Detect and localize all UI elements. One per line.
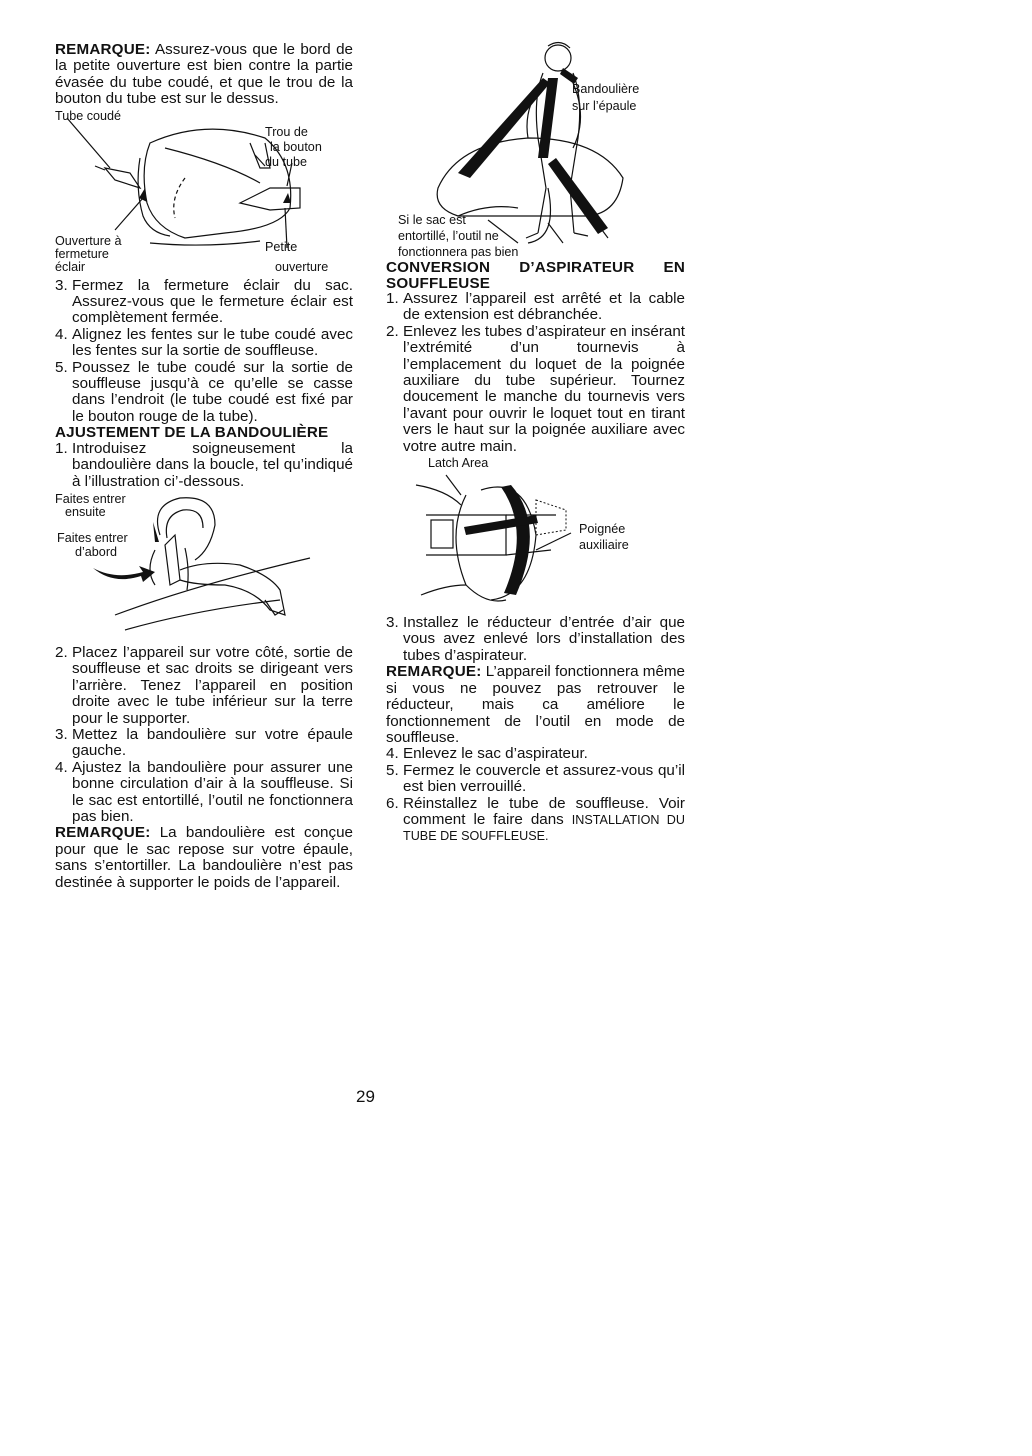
figure-person-strap (398, 38, 688, 260)
label-trou-2: la bouton (270, 139, 322, 154)
label-sac-3: fonctionnera pas bien (398, 245, 519, 259)
note-text: La bandoulière est conçue pour que le sac repose sur votre épaule, sans s’entortiller. La bandoulière n’est pas destinée à supporter le poids de l’appareil. (55, 824, 353, 891)
left-column (55, 42, 353, 891)
note-remarque-bord (55, 42, 353, 108)
cross-reference: INSTALLATION DU TUBE DE SOUFFLEUSE. (403, 812, 685, 844)
label-bandouliere-1: Bandoulière (572, 82, 640, 96)
label-bandouliere-2: sur l’épaule (572, 99, 637, 113)
label-sac-2: entortillé, l’outil ne (398, 229, 499, 243)
label-ouverture-2: fermeture (55, 246, 109, 261)
figure-buckle (55, 490, 353, 645)
step-d6: 6. Réinstallez le tube de souffleuse. Voir comment le faire dans INSTALLATION DU TUBE DE SOUFFLEUSE. (386, 794, 685, 844)
steps-list-c (386, 291, 685, 455)
label-ouverture-3: éclair (55, 259, 86, 274)
label-abord-1: Faites entrer (57, 531, 128, 545)
step-c1: 1. Assurez l’appareil est arrêté et la cable de extension est débranchée. (386, 290, 685, 324)
figure-latch (386, 455, 685, 615)
heading-conversion (386, 260, 685, 291)
step-c3: 3. Installez le réducteur d’entrée d’air que vous avez enlevé lors d’installation des tubes d’aspirateur. (386, 614, 685, 664)
label-trou-1: Trou de (265, 124, 308, 139)
label-petite-1: Petite (265, 239, 298, 254)
step-d5: 5. Fermez le couvercle et assurez-vous qu’il est bien verrouillé. (386, 761, 685, 796)
steps-list-c3 (386, 615, 685, 664)
step-3: 3. Fermez la fermeture éclair du sac. Assurez-vous que le fermeture éclair est complètement fermée. (55, 276, 353, 327)
step-b1: 1. Introduisez soigneusement la bandoulière dans la boucle, tel qu’indiqué à l’illustration ci’-dessous. (55, 439, 353, 490)
label-poignee-1: Poignée (579, 522, 626, 537)
step-5: 5. Poussez le tube coudé sur la sortie de souffleuse jusqu’à ce qu’elle se casse dans l’endroit (le tube coudé est fixé par le bouton rouge de la tube). (55, 358, 353, 425)
step-b4: 4. Ajustez la bandoulière pour assurer une bonne circulation d’air à la souffleuse. Si le sac est entortillé, l’outil ne fonctionnera pas bien. (55, 758, 353, 826)
step-4: 4. Alignez les fentes sur le tube coudé avec les fentes sur la sortie de souffleuse. (55, 325, 353, 360)
latch-illustration (386, 455, 685, 615)
note-remarque-reducteur (386, 664, 685, 746)
heading-ajustement-bandouliere: AJUSTEMENT DE LA BANDOULIÈRE (55, 424, 329, 442)
note-label: REMARQUE: (386, 663, 482, 681)
page-number: 29 (356, 1087, 375, 1106)
label-ouverture-1: Ouverture à (55, 233, 122, 248)
step-d4: 4. Enlevez le sac d’aspirateur. (386, 745, 588, 763)
step-c2: 2. Enlevez les tubes d’aspirateur en insérant l’extrémité d’un tournevis à l’emplacement du loquet de la poignée auxiliare du tube supérieur. Tournez doucement le manche du tournevis vers l’avant pour ouvrir le loquet tout en tirant vers le haut sur la poignée auxiliare avec votre autre main. (386, 322, 685, 455)
label-poignee-2: auxiliaire (579, 538, 629, 553)
heading-conversion-line1: CONVERSION D’ASPIRATEUR EN (386, 259, 685, 276)
note-label: REMARQUE: (55, 41, 151, 58)
steps-list-b (55, 645, 353, 825)
steps-list-b1 (55, 441, 353, 490)
label-ensuite-2: ensuite (65, 505, 106, 519)
note-remarque-bandouliere (55, 825, 353, 891)
label-petite-2: ouverture (275, 259, 329, 274)
heading-conversion-line2: SOUFFLEUSE (386, 274, 491, 292)
label-trou-3: du tube (265, 154, 308, 169)
steps-list-d (386, 746, 685, 844)
label-ensuite-1: Faites entrer (55, 492, 126, 506)
label-sac-1: Si le sac est (398, 213, 466, 227)
note-text: L’appareil fonctionnera même si vous ne pouvez pas retrouver le réducteur, mais ca améliore le fonctionnement de l’outil en mode de souffleuse. (386, 663, 685, 746)
label-latch-area: Latch Area (428, 456, 489, 471)
note-label: REMARQUE: (55, 824, 151, 842)
label-abord-2: d’abord (75, 545, 118, 559)
note-text: Assurez-vous que le bord de la petite ouverture est bien contre la partie évasée du tube coudé, et que le trou de la bouton du tube est sur le dessus. (55, 41, 353, 108)
step-b2: 2. Placez l’appareil sur votre côté, sortie de souffleuse et sac droits se dirigeant vers l’arrière. Tenez l’appareil en position droite avec le tube inférieur sur la terre pour le supporter. (55, 644, 353, 727)
right-column (386, 260, 685, 845)
label-tube-coude: Tube coudé (55, 108, 122, 123)
step-b3: 3. Mettez la bandoulière sur votre épaule gauche. (55, 726, 353, 760)
steps-list-a (55, 278, 353, 426)
figure-tube-coude (55, 108, 353, 278)
